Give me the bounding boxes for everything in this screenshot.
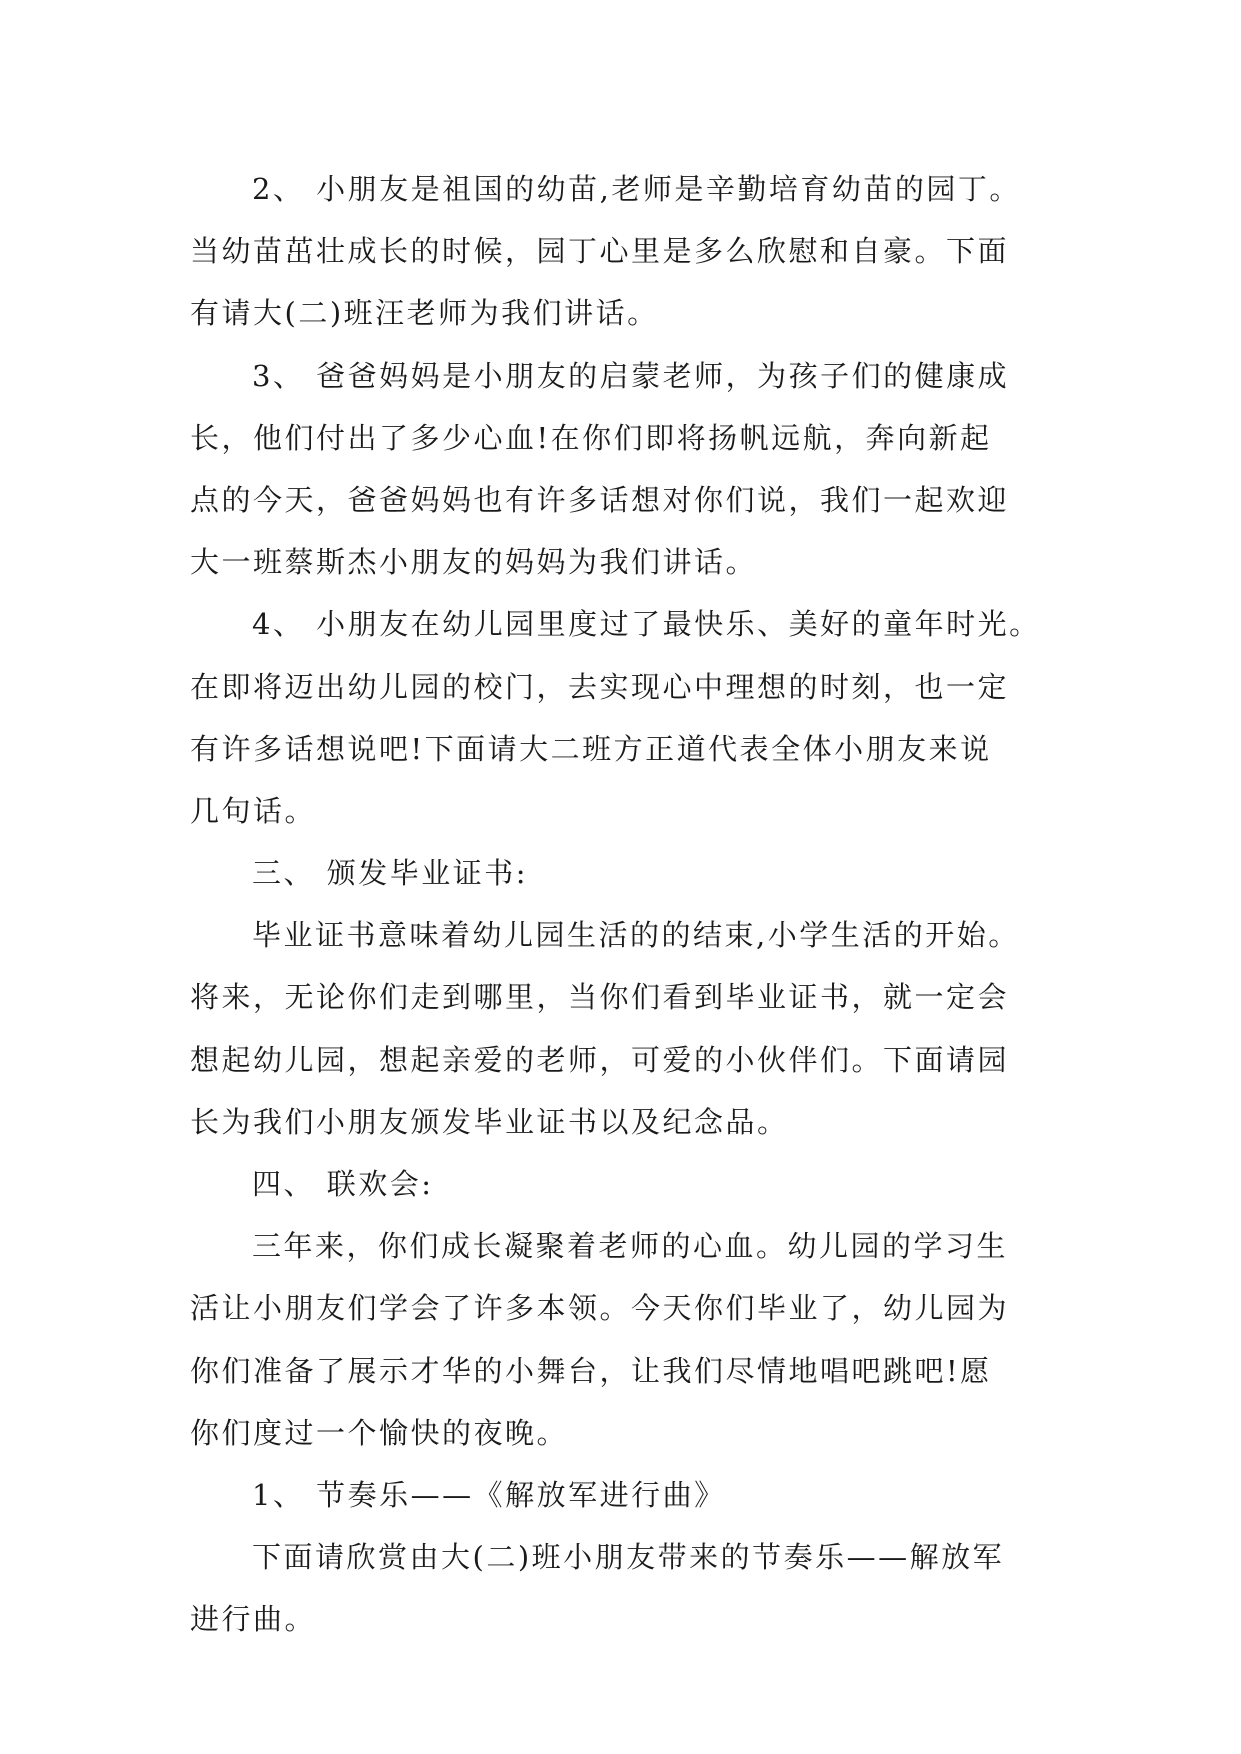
text-line: 毕业证书意味着幼儿园生活的的结束,小学生活的开始。 (252, 918, 1020, 953)
text-line: 3、 爸爸妈妈是小朋友的启蒙老师，为孩子们的健康成 (252, 358, 1010, 393)
text-line: 2、 小朋友是祖国的幼苗,老师是辛勤培育幼苗的园丁。 (252, 172, 1021, 206)
text-line: 4、 小朋友在幼儿园里度过了最快乐、美好的童年时光。 (252, 607, 1041, 642)
text-line: 进行曲。 (190, 1602, 317, 1637)
text-line: 有许多话想说吧!下面请大二班方正道代表全体小朋友来说 (190, 731, 992, 766)
text-line: 当幼苗茁壮成长的时候，园丁心里是多么欣慰和自豪。下面 (190, 234, 1010, 269)
text-line: 长为我们小朋友颁发毕业证书以及纪念品。 (190, 1104, 789, 1139)
text-line: 想起幼儿园，想起亲爱的老师，可爱的小伙伴们。下面请园 (190, 1042, 1010, 1077)
program-item: 1、 节奏乐——《解放军进行曲》 (252, 1477, 726, 1512)
text-line: 三年来，你们成长凝聚着老师的心血。幼儿园的学习生 (252, 1229, 1009, 1264)
text-line: 你们准备了展示才华的小舞台，让我们尽情地唱吧跳吧!愿 (190, 1353, 992, 1388)
text-line: 下面请欣赏由大(二)班小朋友带来的节奏乐——解放军 (252, 1540, 1005, 1575)
text-line: 几句话。 (190, 793, 317, 828)
section-heading: 三、 颁发毕业证书: (252, 856, 528, 891)
text-line: 你们度过一个愉快的夜晚。 (190, 1415, 569, 1450)
text-line: 将来，无论你们走到哪里，当你们看到毕业证书，就一定会 (190, 980, 1010, 1015)
text-line: 有请大(二)班汪老师为我们讲话。 (190, 296, 659, 331)
document-body (190, 158, 1120, 1651)
text-line: 在即将迈出幼儿园的校门，去实现心中理想的时刻，也一定 (190, 669, 1010, 704)
text-line: 大一班蔡斯杰小朋友的妈妈为我们讲话。 (190, 545, 758, 580)
text-line: 长，他们付出了多少心血!在你们即将扬帆远航，奔向新起 (190, 420, 992, 455)
text-line: 活让小朋友们学会了许多本领。今天你们毕业了，幼儿园为 (190, 1291, 1010, 1326)
text-line: 点的今天，爸爸妈妈也有许多话想对你们说，我们一起欢迎 (190, 482, 1010, 517)
section-heading: 四、 联欢会: (252, 1167, 434, 1201)
